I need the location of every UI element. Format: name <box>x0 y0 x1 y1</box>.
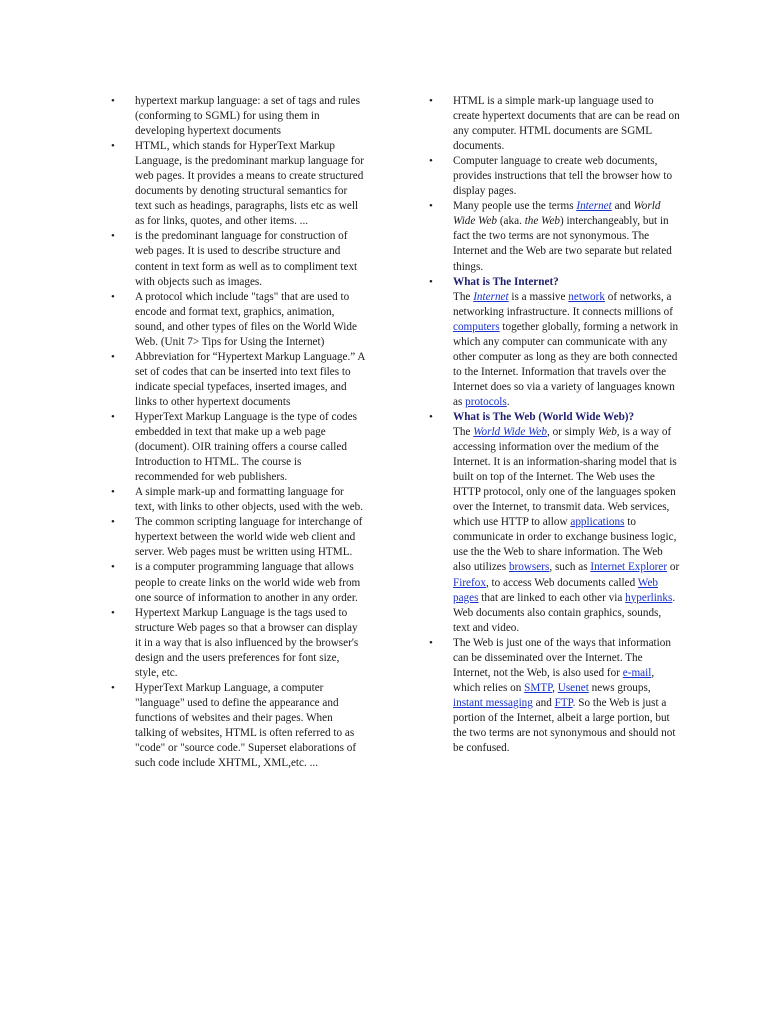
text: . So the Web is just a portion of the Internet, albeit a large portion, but the two terms are not synonymous and should not be confused. <box>453 696 676 755</box>
term-the-web: the Web <box>524 215 561 228</box>
list-item: • HyperText Markup Language, a computer "language" used to define the appearance and functions of websites and their pages. When talking of websites, HTML is often referred to as "code" or "source code." Superset elaborations of such code include XHTML, XML,etc. ... <box>108 681 366 771</box>
list-item: • HTML is a simple mark-up language used to create hypertext documents that are can be read on any computer. HTML documents are SGML documents. <box>426 94 680 154</box>
list-item: • Computer language to create web documents, provides instructions that tell the browser how to display pages. <box>426 154 680 199</box>
network-link[interactable]: network <box>568 290 605 303</box>
web-pages-link[interactable]: Web pages <box>453 576 659 604</box>
text: and <box>611 200 634 213</box>
smtp-link[interactable]: SMTP <box>524 681 553 694</box>
left-column <box>108 94 366 771</box>
text: and <box>532 696 555 709</box>
text: of networks, a networking infrastructure. It connects millions of <box>453 290 673 318</box>
section-heading: • What is The Web (World Wide Web)? <box>453 410 635 423</box>
text: The <box>453 426 474 439</box>
definition-list <box>108 94 366 771</box>
list-item: • HTML, which stands for HyperText Markup Language, is the predominant markup language for web pages. It provides a means to create structured documents by denoting structural semantics for text such as headings, paragraphs, lists etc as well as for links, quotes, and other items. ... <box>108 139 366 229</box>
list-item: • The common scripting language for interchange of hypertext between the world wide web client and server. Web pages must be written using HTML. <box>108 515 366 560</box>
hyperlinks-link[interactable]: hyperlinks <box>625 591 673 604</box>
term-www: World Wide Web <box>453 200 661 228</box>
ftp-link[interactable]: FTP <box>554 696 573 709</box>
list-item <box>426 636 680 756</box>
applications-link[interactable]: applications <box>570 516 625 529</box>
internet-explorer-link[interactable]: Internet Explorer <box>590 561 668 574</box>
text: . Web documents also contain graphics, sounds, text and video. <box>453 591 676 634</box>
text: , which relies on <box>453 666 655 694</box>
text: , is a way of accessing information over the medium of the Internet. It is an information-sharing model that is built on top of the Internet. The Web uses the HTTP protocol, only one of the languages spoken over the Internet, to transmit data. Web services, which use HTTP to allow <box>453 426 677 529</box>
text: , to access Web documents called <box>485 576 638 589</box>
list-item: • Abbreviation for “Hypertext Markup Language.” A set of codes that can be inserted into text files to indicate special typefaces, inserted images, and links to other hypertext documents <box>108 350 366 410</box>
text: together globally, forming a network in which any computer can communicate with any other computer as long as they are both connected to the Internet. Information that travels over the Internet does so via a variety of languages known as <box>453 320 679 408</box>
text: The Web is just one of the ways that information can be disseminated over the Internet. The Internet, not the Web, is also used for <box>453 636 671 679</box>
text: , <box>552 681 558 694</box>
list-item <box>426 410 680 636</box>
protocols-link[interactable]: protocols <box>465 395 507 408</box>
explanation-list <box>426 94 680 756</box>
usenet-link[interactable]: Usenet <box>557 681 589 694</box>
email-link[interactable]: e-mail <box>622 666 652 679</box>
text: . <box>506 395 510 408</box>
www-link[interactable]: World Wide Web <box>473 426 547 439</box>
text: (aka. <box>497 215 525 228</box>
text: that are linked to each other via <box>478 591 626 604</box>
list-item: • is the predominant language for construction of web pages. It is used to describe structure and content in text form as well as to compliment text with objects such as images. <box>108 229 366 289</box>
term-web: Web <box>597 426 617 439</box>
text: , or simply <box>546 426 598 439</box>
internet-link[interactable]: Internet <box>576 200 612 213</box>
computers-link[interactable]: computers <box>453 320 500 333</box>
text: Many people use the terms <box>453 200 577 213</box>
list-item <box>426 275 680 410</box>
internet-link[interactable]: Internet <box>473 290 509 303</box>
list-item: • A simple mark-up and formatting language for text, with links to other objects, used with the web. <box>108 485 366 515</box>
instant-messaging-link[interactable]: instant messaging <box>453 696 533 709</box>
browsers-link[interactable]: browsers <box>508 561 550 574</box>
text: is a massive <box>508 290 569 303</box>
list-item <box>426 199 680 274</box>
text: , such as <box>549 561 591 574</box>
text: to communicate in order to exchange business logic, use the the Web to share information. The Web also utilizes <box>453 516 677 574</box>
text: or <box>667 561 680 574</box>
list-item: • A protocol which include "tags" that are used to encode and format text, graphics, animation, sound, and other types of files on the World Wide Web. (Unit 7> Tips for Using the Internet) <box>108 290 366 350</box>
list-item: • Hypertext Markup Language is the tags used to structure Web pages so that a browser can display it in a way that is also influenced by the browser's design and the users preferences for font size, style, etc. <box>108 606 366 681</box>
firefox-link[interactable]: Firefox <box>453 576 486 589</box>
list-item: • hypertext markup language: a set of tags and rules (conforming to SGML) for using them in developing hypertext documents <box>108 94 366 139</box>
list-item: • is a computer programming language that allows people to create links on the world wide web from one source of information to another in any order. <box>108 560 366 605</box>
right-column <box>426 94 680 756</box>
text: The <box>453 290 474 303</box>
list-item: • HyperText Markup Language is the type of codes embedded in text that make up a web page (document). OIR training offers a course called Introduction to HTML. The course is recommended for web publishers. <box>108 410 366 485</box>
text: news groups, <box>588 681 651 694</box>
text: ) interchangeably, but in fact the two terms are not synonymous. The Internet and the Web are two separate but related things. <box>453 215 672 273</box>
section-heading: • What is The Internet? <box>453 275 559 288</box>
